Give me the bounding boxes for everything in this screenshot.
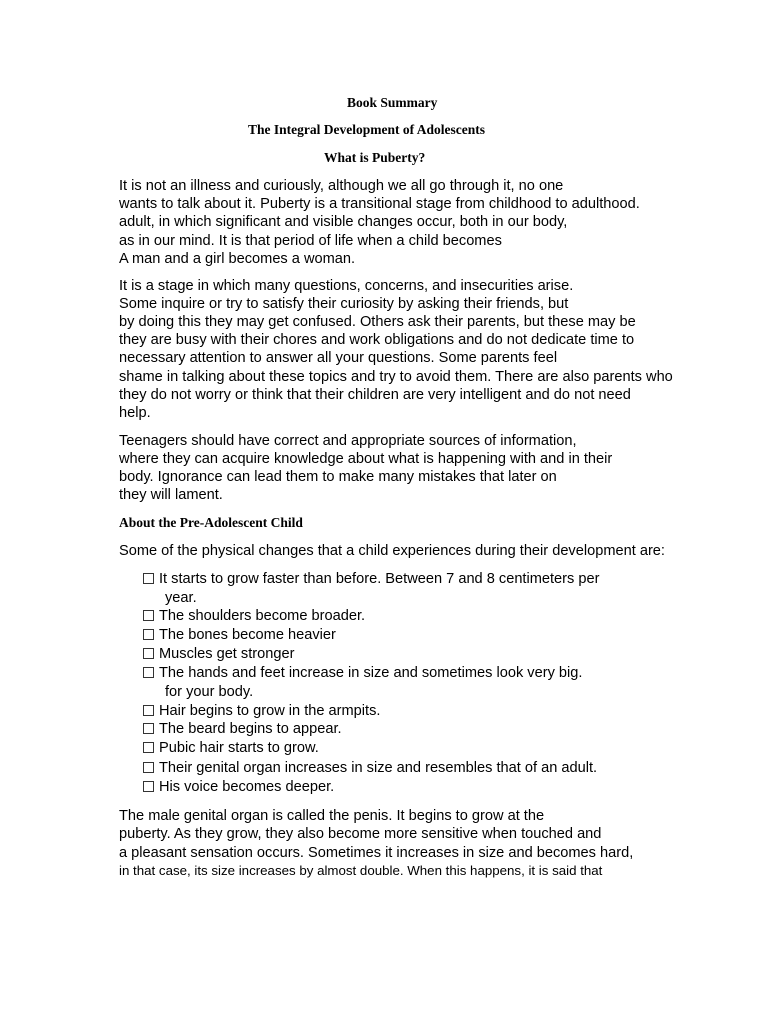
paragraph-2-line-4: they are busy with their chores and work obligations and do not dedicate time to: [119, 332, 635, 348]
list-item-continuation: year.: [165, 590, 197, 606]
paragraph-2-line-5: necessary attention to answer all your questions. Some parents feel: [119, 350, 558, 366]
checkbox-bullet-icon: [143, 573, 154, 584]
checkbox-bullet-icon: [143, 610, 154, 621]
paragraph-1-line-3: adult, in which significant and visible changes occur, both in our body,: [119, 214, 568, 230]
list-item-text: Muscles get stronger: [159, 646, 295, 662]
paragraph-3-line-3: body. Ignorance can lead them to make many mistakes that later on: [119, 469, 557, 485]
paragraph-3-line-2: where they can acquire knowledge about what is happening with and in their: [119, 451, 613, 467]
paragraph-1-line-1: It is not an illness and curiously, although we all go through it, no one: [119, 178, 564, 194]
list-item: [143, 645, 294, 663]
checkbox-bullet-icon: [143, 723, 154, 734]
paragraph-5-line-3: a pleasant sensation occurs. Sometimes it increases in size and becomes hard,: [119, 845, 634, 861]
paragraph-4: Some of the physical changes that a child experiences during their development are:: [119, 543, 665, 559]
list-item-text: Pubic hair starts to grow.: [159, 740, 319, 756]
list-item: [143, 570, 599, 588]
list-item-continuation: for your body.: [165, 684, 254, 700]
paragraph-1-line-4: as in our mind. It is that period of life when a child becomes: [119, 233, 502, 249]
list-item: [143, 720, 342, 738]
paragraph-2-line-1: It is a stage in which many questions, concerns, and insecurities arise.: [119, 278, 574, 294]
paragraph-1-line-5: A man and a girl becomes a woman.: [119, 251, 356, 267]
paragraph-5-line-1: The male genital organ is called the penis. It begins to grow at the: [119, 808, 545, 824]
list-item-text: The bones become heavier: [159, 627, 336, 643]
checkbox-bullet-icon: [143, 648, 154, 659]
checkbox-bullet-icon: [143, 781, 154, 792]
paragraph-2-line-8: help.: [119, 405, 151, 421]
list-item-text: Hair begins to grow in the armpits.: [159, 703, 381, 719]
paragraph-2-line-6: shame in talking about these topics and try to avoid them. There are also parents who: [119, 369, 673, 385]
checkbox-bullet-icon: [143, 742, 154, 753]
list-item-text: Their genital organ increases in size and resembles that of an adult.: [159, 760, 598, 776]
list-item-text: The hands and feet increase in size and sometimes look very big.: [159, 665, 583, 681]
list-item: [143, 739, 319, 757]
heading-what-is-puberty: What is Puberty?: [324, 150, 426, 165]
checkbox-bullet-icon: [143, 705, 154, 716]
paragraph-1-line-2: wants to talk about it. Puberty is a transitional stage from childhood to adulthood.: [119, 196, 640, 212]
checkbox-bullet-icon: [143, 629, 154, 640]
paragraph-2-line-3: by doing this they may get confused. Others ask their parents, but these may be: [119, 314, 636, 330]
list-item-text: It starts to grow faster than before. Between 7 and 8 centimeters per: [159, 571, 600, 587]
list-item-text: The shoulders become broader.: [159, 608, 366, 624]
paragraph-3-line-4: they will lament.: [119, 487, 223, 503]
paragraph-5-line-2: puberty. As they grow, they also become more sensitive when touched and: [119, 826, 602, 842]
paragraph-5-line-4: in that case, its size increases by almost double. When this happens, it is said that: [119, 863, 603, 878]
list-item-text: His voice becomes deeper.: [159, 779, 335, 795]
paragraph-2-line-7: they do not worry or think that their children are very intelligent and do not need: [119, 387, 631, 403]
heading-pre-adolescent-child: About the Pre-Adolescent Child: [119, 515, 303, 530]
list-item: [143, 778, 334, 796]
list-item: [143, 607, 365, 625]
heading-document-title: The Integral Development of Adolescents: [248, 122, 485, 137]
heading-book-summary: Book Summary: [347, 95, 438, 110]
list-item: [143, 626, 336, 644]
list-item-text: The beard begins to appear.: [159, 721, 342, 737]
list-item: [143, 759, 597, 777]
list-item: [143, 702, 380, 720]
paragraph-2-line-2: Some inquire or try to satisfy their curiosity by asking their friends, but: [119, 296, 569, 312]
paragraph-3-line-1: Teenagers should have correct and appropriate sources of information,: [119, 433, 577, 449]
list-item: [143, 664, 582, 682]
checkbox-bullet-icon: [143, 667, 154, 678]
checkbox-bullet-icon: [143, 762, 154, 773]
